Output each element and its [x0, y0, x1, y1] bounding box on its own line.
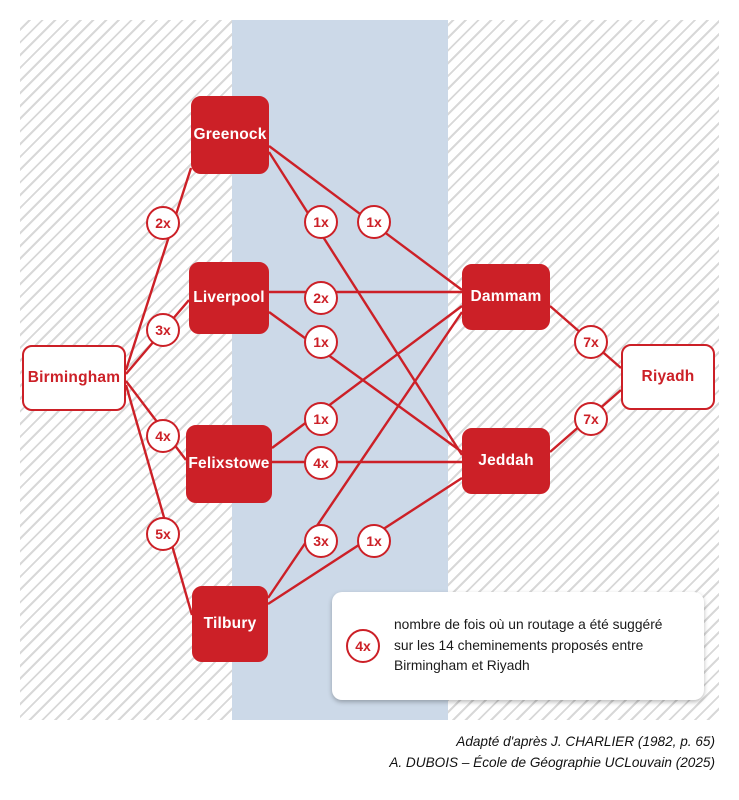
legend-box [332, 592, 704, 700]
edge-liverpool-jeddah [269, 312, 462, 452]
legend-line-2: sur les 14 cheminements proposés entre [394, 637, 644, 653]
node-birmingham[interactable]: Birmingham [22, 345, 126, 411]
edge-badge-birmingham-tilbury: 5x [146, 517, 180, 551]
node-liverpool[interactable]: Liverpool [189, 262, 269, 334]
edge-badge-felixstowe-jeddah: 4x [304, 446, 338, 480]
credits-line-1: Adapté d'après J. CHARLIER (1982, p. 65) [456, 734, 715, 749]
edge-badge-greenock-jeddah: 1x [304, 205, 338, 239]
edge-badge-liverpool-jeddah: 1x [304, 325, 338, 359]
legend-line-1: nombre de fois où un routage a été suggéré [394, 616, 663, 632]
edge-badge-birmingham-felixstowe: 4x [146, 419, 180, 453]
legend-line-3: Birmingham et Riyadh [394, 658, 530, 674]
edge-badge-dammam-riyadh: 7x [574, 325, 608, 359]
node-riyadh[interactable]: Riyadh [621, 344, 715, 410]
edge-badge-greenock-dammam: 1x [357, 205, 391, 239]
node-tilbury[interactable]: Tilbury [192, 586, 268, 662]
node-dammam[interactable]: Dammam [462, 264, 550, 330]
legend-badge: 4x [346, 629, 380, 663]
legend-text [394, 615, 662, 678]
edge-felixstowe-dammam [272, 306, 462, 448]
edge-badge-tilbury-jeddah: 3x [304, 524, 338, 558]
edge-badge-birmingham-liverpool: 3x [146, 313, 180, 347]
node-greenock[interactable]: Greenock [191, 96, 269, 174]
edge-badge-birmingham-greenock: 2x [146, 206, 180, 240]
node-felixstowe[interactable]: Felixstowe [186, 425, 272, 503]
edge-badge-liverpool-dammam: 2x [304, 281, 338, 315]
edge-badge-jeddah-riyadh: 7x [574, 402, 608, 436]
credits-line-2: A. DUBOIS – École de Géographie UCLouvain (2025) [389, 755, 715, 771]
credits [389, 731, 715, 773]
edge-badge-tilbury-dammam: 1x [357, 524, 391, 558]
node-jeddah[interactable]: Jeddah [462, 428, 550, 494]
edge-greenock-jeddah [269, 152, 462, 455]
edge-badge-felixstowe-dammam: 1x [304, 402, 338, 436]
